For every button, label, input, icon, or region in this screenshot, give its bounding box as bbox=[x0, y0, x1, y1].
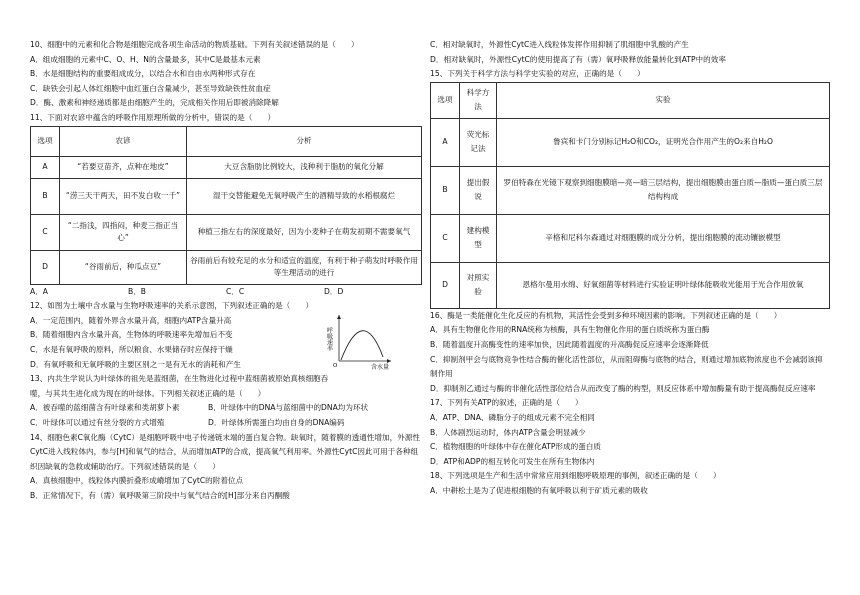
table-cell: 辛格和尼科尔森通过对细胞膜的成分分析，提出细胞膜的流动镶嵌模型 bbox=[497, 214, 830, 262]
option-d: D．有氧呼吸和无氧呼吸的主要区别之一是有无水的消耗和产生 bbox=[30, 359, 241, 369]
question-10 bbox=[30, 38, 422, 111]
option-d: D．叶绿体所需蛋白均由自身的DNA编码 bbox=[208, 417, 345, 427]
option-c: C．缺铁会引起人体红细胞中血红蛋白含量减少，甚至导致缺铁性贫血症 bbox=[30, 83, 271, 93]
question-stem: 17、下列有关ATP的叙述，正确的是（ ） bbox=[430, 398, 583, 408]
table-cell: 建构模型 bbox=[460, 214, 497, 262]
option-b: B．随着温度升高酶变性的速率加快，因此随着温度的升高酶促反应速率会逐渐降低 bbox=[430, 339, 709, 349]
table-cell: 谷雨前后有较充足的水分和适宜的温度，有利于种子萌发时呼吸作用等生理活动的进行 bbox=[187, 250, 422, 284]
option-c: C．抑制剂甲会与底物竞争性结合酶的催化活性部位，从而阻碍酶与底物的结合，则通过增加底物浓度也不会减弱该抑制作用 bbox=[430, 354, 823, 379]
option-a: A．具有生物催化作用的RNA统称为核酶，具有生物催化作用的蛋白质统称为蛋白酶 bbox=[430, 325, 710, 335]
question-11-table bbox=[30, 126, 422, 285]
question-15 bbox=[430, 67, 830, 309]
option-b: B．叶绿体中的DNA与蓝细菌中的DNA均为环状 bbox=[208, 403, 369, 413]
choice-c: C．C bbox=[226, 286, 245, 296]
question-stem: 15、下列关于科学方法与科学史实验的对应，正确的是（ ） bbox=[430, 69, 645, 79]
table-cell: “涝三天干两天，田不发白收一千” bbox=[60, 178, 187, 214]
option-b: B．正常情况下，有（需）氧呼吸第三阶段中与氧气结合的[H]部分来自丙酮酸 bbox=[30, 490, 290, 500]
options-ab bbox=[30, 401, 422, 416]
table-cell: B bbox=[431, 166, 460, 214]
options-cd bbox=[30, 416, 422, 431]
table-row bbox=[31, 250, 422, 284]
y-axis-label: 呼吸速率 bbox=[325, 327, 333, 352]
option-c: C．水是有氧呼吸的原料，所以粮食、水果储存时应保持干燥 bbox=[30, 344, 233, 354]
table-row bbox=[31, 214, 422, 250]
option-a: A．ATP、DNA、磷脂分子的组成元素不完全相同 bbox=[430, 412, 595, 422]
question-stem: 10、细胞中的元素和化合物是细胞完成各项生命活动的物质基础。下列有关叙述错误的是（ ） bbox=[30, 40, 359, 49]
answer-choices bbox=[30, 285, 422, 300]
choice-b: B．B bbox=[128, 286, 147, 296]
table-header: 科学方法 bbox=[460, 82, 497, 118]
table-header: 实验 bbox=[497, 82, 830, 118]
table-cell: B bbox=[31, 178, 60, 214]
question-14 bbox=[30, 431, 422, 504]
question-12 bbox=[30, 299, 422, 372]
question-stem: 18、下列选项是生产和生活中常常应用到细胞呼吸原理的事例，叙述正确的是（ ） bbox=[430, 471, 721, 481]
table-cell: 荧光标记法 bbox=[460, 118, 497, 166]
table-header: 选项 bbox=[431, 82, 460, 118]
origin-label: O bbox=[333, 363, 338, 370]
table-row bbox=[31, 178, 422, 214]
question-16 bbox=[430, 309, 830, 397]
table-cell: 对照实验 bbox=[460, 262, 497, 308]
option-a: A．被吞噬的蓝细菌含有叶绿素和类胡萝卜素 bbox=[30, 403, 180, 413]
rate-curve bbox=[341, 331, 383, 360]
question-11 bbox=[30, 111, 422, 299]
question-18 bbox=[430, 469, 830, 498]
option-b: B．人体剧烈运动时，体内ATP含量会明显减少 bbox=[430, 427, 586, 437]
table-cell: 恩格尔曼用水绵、好氧细菌等材料进行实验证明叶绿体能吸收光能用于光合作用放氧 bbox=[497, 262, 830, 308]
table-cell: “若要豆苗齐，点种在地皮” bbox=[60, 156, 187, 178]
table-row bbox=[431, 214, 830, 262]
table-cell: “谷雨前后，种瓜点豆” bbox=[60, 250, 187, 284]
option-a: A．一定范围内，随着外界含水量升高，细胞内ATP含量升高 bbox=[30, 315, 232, 325]
table-row bbox=[431, 166, 830, 214]
x-axis-arrow bbox=[387, 359, 391, 363]
question-stem: 12、如图为土壤中含水量与生物呼吸速率的关系示意图，下列叙述正确的是（ ） bbox=[30, 301, 314, 311]
y-axis-arrow bbox=[337, 315, 341, 319]
right-column bbox=[430, 38, 830, 499]
question-17 bbox=[430, 396, 830, 469]
question-stem: 16、酶是一类能催化生化反应的有机物，其活性会受到多种环境因素的影响。下列叙述正确的是（ ） bbox=[430, 310, 782, 320]
option-a: A．真核细胞中，线粒体内膜折叠形成嵴增加了CytC的附着位点 bbox=[30, 476, 244, 486]
table-cell: 种植三指左右的深度最好，因为小麦种子在萌发初期不需要氧气 bbox=[187, 214, 422, 250]
table-row bbox=[31, 156, 422, 178]
table-cell: 湿干交替能避免无氧呼吸产生的酒精导致的水稻根腐烂 bbox=[187, 178, 422, 214]
choice-a: A．A bbox=[30, 286, 48, 296]
table-cell: 提出假说 bbox=[460, 166, 497, 214]
left-column bbox=[30, 38, 422, 503]
table-cell: A bbox=[31, 156, 60, 178]
option-b: B．随着细胞内含水量升高，生物体的呼吸速率先增加后不变 bbox=[30, 330, 233, 340]
option-b: B．水是细胞结构的重要组成成分，以结合水和自由水两种形式存在 bbox=[30, 69, 256, 79]
question-stem: 13、内共生学说认为叶绿体的祖先是蓝细菌，在生物进化过程中蓝细菌被原始真核细胞吞噬，与其共生进化成为现在的叶绿体。下列相关叙述正确的是（ ） bbox=[30, 374, 329, 398]
table-cell: D bbox=[31, 250, 60, 284]
option-a: A．组成细胞的元素中C、O、H、N的含量最多，其中C是最基本元素 bbox=[30, 54, 261, 64]
table-cell: A bbox=[431, 118, 460, 166]
table-cell: 大豆含脂肪比例较大，浅种利于脂肪的氧化分解 bbox=[187, 156, 422, 178]
table-cell: D bbox=[431, 262, 460, 308]
table-cell: 罗伯特森在光镜下观察到细胞膜暗—亮—暗三层结构，提出细胞膜由蛋白质—脂质—蛋白质三层结构构成 bbox=[497, 166, 830, 214]
table-header: 农谚 bbox=[60, 126, 187, 156]
table-cell: “二指浅，四指闷，种麦三指正当心” bbox=[60, 214, 187, 250]
respiration-rate-graph bbox=[327, 311, 397, 371]
option-d: D．酶、激素和神经递质都是由细胞产生的，完成相关作用后即被消除降解 bbox=[30, 98, 279, 108]
table-row bbox=[431, 262, 830, 308]
table-header: 选项 bbox=[31, 126, 60, 156]
x-axis-label: 含水量 bbox=[371, 364, 390, 372]
question-14-continued bbox=[430, 38, 830, 67]
table-cell: C bbox=[431, 214, 460, 262]
question-stem: 11、下面对农谚中蕴含的呼吸作用原理所做的分析中，错误的是（ ） bbox=[30, 112, 276, 122]
table-cell: C bbox=[31, 214, 60, 250]
table-row bbox=[431, 118, 830, 166]
option-d: D．ATP和ADP的相互转化可发生在所有生物体内 bbox=[430, 456, 595, 466]
option-d: D．相对缺氧时，外源性CytC的使用提高了有（需）氧呼吸释放能量转化到ATP中的效率 bbox=[430, 54, 726, 64]
question-13 bbox=[30, 372, 422, 430]
option-d: D．抑制剂乙通过与酶的非催化活性部位结合从而改变了酶的构型，则反应体系中增加酶量有助于提高酶促反应速率 bbox=[430, 383, 816, 393]
table-header: 分析 bbox=[187, 126, 422, 156]
question-15-table bbox=[430, 82, 830, 309]
table-cell: 鲁宾和卡门分别标记H₂O和CO₂，证明光合作用产生的O₂来自H₂O bbox=[497, 118, 830, 166]
question-stem: 14、细胞色素C氧化酶（CytC）是细胞呼吸中电子传递链末端的蛋白复合物。缺氧时，随着膜的透通性增加，外源性CytC进入线粒体内，参与[H]和氧气的结合，从而增加ATP的合成，提高氧气利用率。外源性CytC因此可用于各种组织因缺氧的急救或辅助治疗。下列叙述错误的是（ ） bbox=[30, 432, 420, 471]
option-a: A．中耕松土是为了促进根细胞的有氧呼吸以利于矿质元素的吸收 bbox=[430, 485, 648, 495]
option-c: C．植物细胞的叶绿体中存在催化ATP形成的蛋白质 bbox=[430, 442, 601, 452]
option-c: C．相对缺氧时，外源性CytC进入线粒体发挥作用抑制了肌细胞中乳酸的产生 bbox=[430, 40, 689, 49]
choice-d: D．D bbox=[324, 286, 344, 296]
option-c: C．叶绿体可以通过有丝分裂的方式增殖 bbox=[30, 417, 165, 427]
